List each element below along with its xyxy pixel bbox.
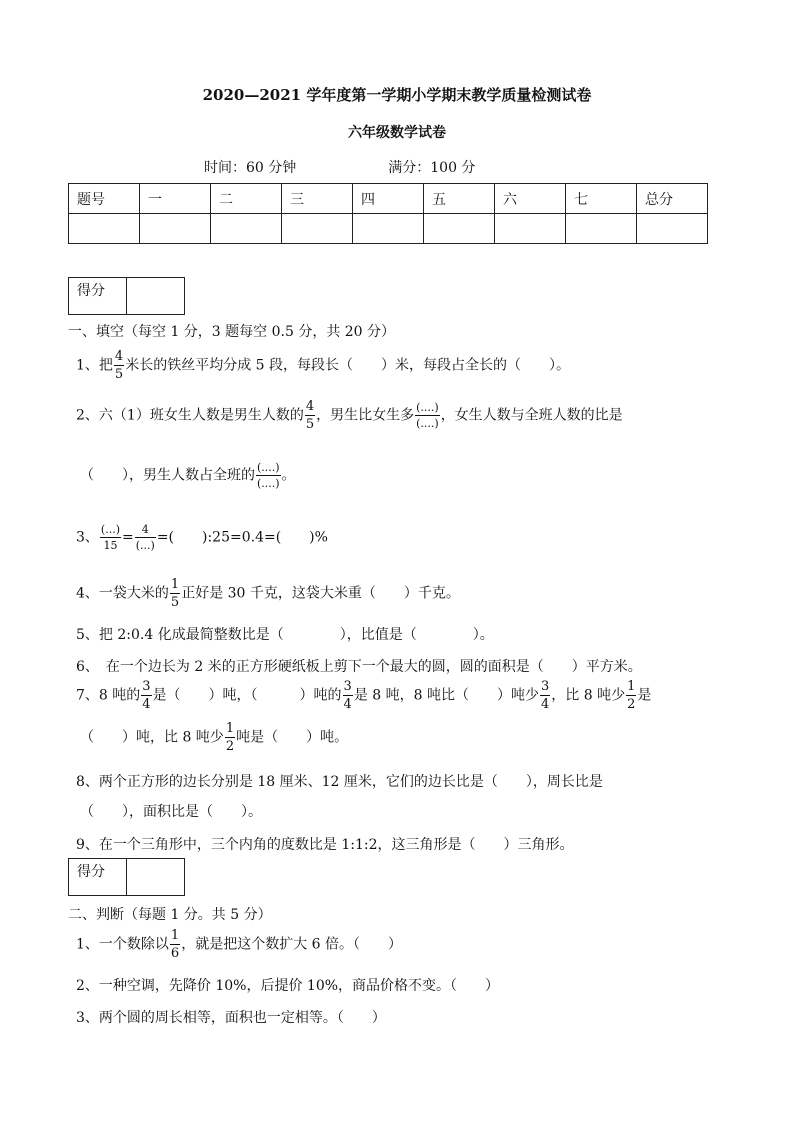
score-box-value[interactable] <box>127 859 184 895</box>
score-value-cell[interactable] <box>637 214 708 244</box>
question-1-8: 8、两个正方形的边长分别是 18 厘米、12 厘米，它们的边长比是（ ），周长比是 <box>76 774 603 790</box>
numerator: 4 <box>305 399 315 414</box>
denominator: 5 <box>170 595 180 610</box>
exam-time: 时间：60 分钟 <box>204 160 297 176</box>
question-text: = <box>122 529 134 546</box>
question-1-5: 5、把 2:0.4 化成最简整数比是（ ），比值是（ ）。 <box>76 627 494 643</box>
exam-full-score: 满分：100 分 <box>388 160 476 176</box>
score-header-cell: 总分 <box>637 184 708 214</box>
score-header-cell: 二 <box>211 184 282 214</box>
question-text: 吨是（ ）吨。 <box>236 729 349 746</box>
question-text: ，男生比女生多 <box>316 407 415 424</box>
denominator: (....) <box>416 417 439 430</box>
score-value-cell[interactable] <box>495 214 566 244</box>
fraction <box>114 350 124 381</box>
exam-info <box>204 157 475 177</box>
question-text: 正好是 30 千克，这袋大米重（ ）千克。 <box>181 585 460 602</box>
question-text: 是 8 吨，8 吨比（ ）吨少 <box>353 687 539 704</box>
question-text: 3、 <box>76 529 99 546</box>
score-value-cell[interactable] <box>424 214 495 244</box>
fraction <box>135 524 156 551</box>
score-box-section1 <box>68 277 185 315</box>
question-1-8-continued: （ ），面积比是（ ）。 <box>80 804 262 820</box>
question-1-2 <box>76 400 623 431</box>
score-value-cell[interactable] <box>140 214 211 244</box>
question-text: 1、一个数除以 <box>76 936 169 953</box>
question-text: 是 <box>637 687 652 704</box>
numerator: 3 <box>343 679 352 694</box>
score-header-cell: 七 <box>566 184 637 214</box>
numerator: 1 <box>225 721 235 736</box>
question-text: 2、六（1）班女生人数是男生人数的 <box>76 407 304 424</box>
blank-fraction[interactable] <box>256 462 281 489</box>
question-1-3 <box>76 524 328 551</box>
question-text: （ ）吨，比 8 吨少 <box>80 729 224 746</box>
denominator: 15 <box>103 539 118 552</box>
fraction <box>343 680 353 711</box>
question-text: ，女生人数与全班人数的比是 <box>440 407 623 424</box>
question-text: 是（ ）吨，（ ）吨的 <box>152 687 342 704</box>
fraction <box>100 524 121 551</box>
score-box-label: 得分 <box>69 859 127 895</box>
question-1-9: 9、在一个三角形中，三个内角的度数比是 1:1:2，这三角形是（ ）三角形。 <box>76 837 574 853</box>
score-header-cell: 四 <box>353 184 424 214</box>
score-value-cell[interactable] <box>211 214 282 244</box>
denominator: 5 <box>114 367 124 382</box>
denominator: 2 <box>627 697 636 712</box>
question-text: =( ):25=0.4=( )% <box>156 529 328 546</box>
question-1-1 <box>76 350 570 381</box>
numerator: 1 <box>170 577 180 592</box>
numerator: 3 <box>541 679 550 694</box>
score-box-section2 <box>68 858 185 896</box>
question-text: 1、把 <box>76 357 113 374</box>
score-table-header-row <box>69 184 708 214</box>
score-value-cell[interactable] <box>353 214 424 244</box>
question-1-7 <box>76 680 651 711</box>
denominator: 4 <box>142 697 151 712</box>
question-text: ，就是把这个数扩大 6 倍。（ ） <box>181 936 403 953</box>
exam-subtitle: 六年级数学试卷 <box>348 125 446 141</box>
score-box-label: 得分 <box>69 278 127 314</box>
denominator: 2 <box>225 739 235 754</box>
score-header-cell: 题号 <box>69 184 140 214</box>
denominator: (...) <box>135 539 155 552</box>
fraction <box>170 929 180 960</box>
numerator: 1 <box>170 928 180 943</box>
question-1-4 <box>76 578 460 609</box>
question-1-6: 6、 在一个边长为 2 米的正方形硬纸板上剪下一个最大的圆，圆的面积是（ ）平方米。 <box>76 659 642 675</box>
score-table-value-row <box>69 214 708 244</box>
numerator: 1 <box>627 679 636 694</box>
score-value-cell[interactable] <box>566 214 637 244</box>
question-1-7-continued <box>80 722 348 753</box>
fraction <box>170 578 180 609</box>
score-header-cell: 三 <box>282 184 353 214</box>
question-text: 7、8 吨的 <box>76 687 141 704</box>
numerator: (...) <box>100 523 120 536</box>
question-text: 米长的铁丝平均分成 5 段，每段长（ ）米，每段占全长的（ ）。 <box>125 357 571 374</box>
score-value-cell[interactable] <box>69 214 140 244</box>
question-2-2: 2、一种空调，先降价 10%，后提价 10%，商品价格不变。（ ） <box>76 978 500 994</box>
numerator: 3 <box>142 679 151 694</box>
question-text: 4、一袋大米的 <box>76 585 169 602</box>
denominator: 6 <box>170 946 180 961</box>
denominator: 5 <box>305 417 315 432</box>
fraction <box>141 680 151 711</box>
exam-title: 2020—2021 学年度第一学期小学期末教学质量检测试卷 <box>202 86 592 104</box>
numerator: 4 <box>114 349 124 364</box>
question-text: 。 <box>281 467 296 484</box>
question-1-2-continued <box>80 462 296 489</box>
blank-fraction[interactable] <box>415 402 440 429</box>
section1-heading: 一、填空（每空 1 分，3 题每空 0.5 分，共 20 分） <box>68 324 396 340</box>
question-text: （ ），男生人数占全班的 <box>80 467 255 484</box>
fraction <box>305 400 315 431</box>
question-text: ，比 8 吨少 <box>551 687 626 704</box>
fraction <box>225 722 235 753</box>
denominator: 4 <box>343 697 352 712</box>
score-value-cell[interactable] <box>282 214 353 244</box>
numerator: (....) <box>416 401 439 414</box>
score-box-value[interactable] <box>127 278 184 314</box>
fraction <box>540 680 550 711</box>
denominator: (....) <box>257 477 280 490</box>
fraction <box>626 680 636 711</box>
numerator: (....) <box>257 461 280 474</box>
numerator: 4 <box>135 524 156 538</box>
denominator: 4 <box>541 697 550 712</box>
question-2-1 <box>76 929 402 960</box>
score-header-cell: 五 <box>424 184 495 214</box>
score-header-cell: 六 <box>495 184 566 214</box>
question-2-3: 3、两个圆的周长相等，面积也一定相等。（ ） <box>76 1010 386 1026</box>
section2-heading: 二、判断（每题 1 分。共 5 分） <box>68 907 272 923</box>
score-table <box>68 183 708 244</box>
score-header-cell: 一 <box>140 184 211 214</box>
